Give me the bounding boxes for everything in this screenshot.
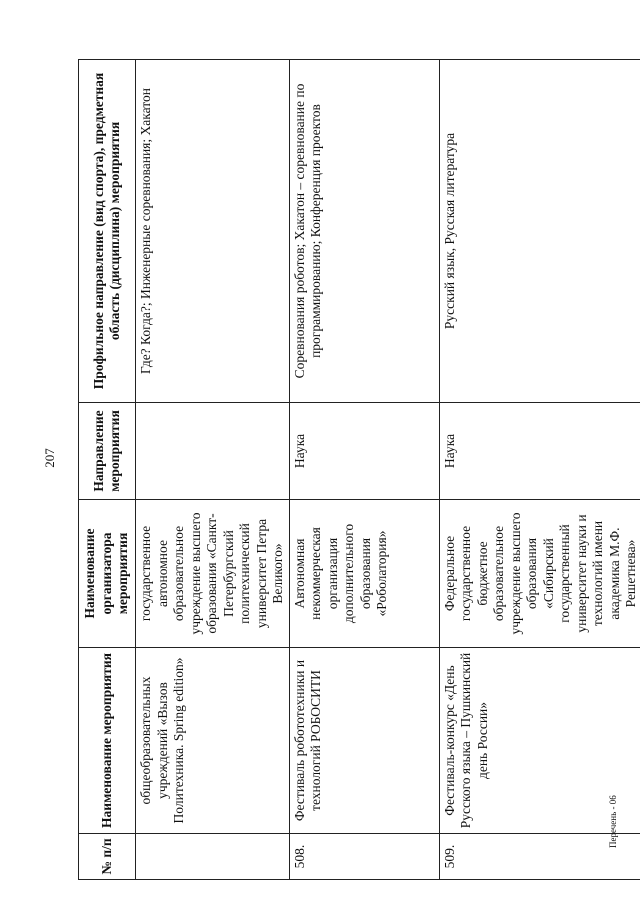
row-event-name: общеобразовательных учреждений «Вызов Политехника. Spring edition» [136,648,290,834]
footer-text: Перечень - 06 [608,795,618,848]
table-row [136,60,290,880]
page-number: 207 [42,448,57,468]
row-num: 509. [439,834,640,880]
row-profile: Русский язык, Русская литература [439,60,640,403]
table-row [289,60,439,880]
header-profile: Профильное направление (вид спорта), предметная область (дисциплина) мероприятия [79,60,136,403]
row-event-name: Фестиваль-конкурс «День Русского языка – Пушкинский день России» [439,648,640,834]
row-direction [136,403,290,500]
row-profile: Соревнования роботов; Хакатон – соревнование по программированию; Конференция проектов [289,60,439,403]
header-name: Наименование мероприятия [79,648,136,834]
header-direction: Направление мероприятия [79,403,136,500]
row-organizer: Федеральное государственное бюджетное образовательное учреждение высшего образования «Сибирский государственный университет науки и технологий имени академика М.Ф. Решетнева» [439,500,640,648]
row-direction: Наука [289,403,439,500]
header-organizer: Наименование организатора мероприятия [79,500,136,648]
row-num: 508. [289,834,439,880]
table-header-row [79,60,136,880]
header-num: № п/п [79,834,136,880]
row-num [136,834,290,880]
row-direction: Наука [439,403,640,500]
row-organizer: государственное автономное образовательное учреждение высшего образования «Санкт-Петербургский политехнический университет Петра Великого» [136,500,290,648]
row-profile: Где? Когда?; Инженерные соревнования; Хакатон [136,60,290,403]
table-row [439,60,640,880]
events-table [78,59,640,880]
row-organizer: Автономная некоммерческая организация дополнительного образования «Роболатория» [289,500,439,648]
row-event-name: Фестиваль робототехники и технологий РОБОСИТИ [289,648,439,834]
